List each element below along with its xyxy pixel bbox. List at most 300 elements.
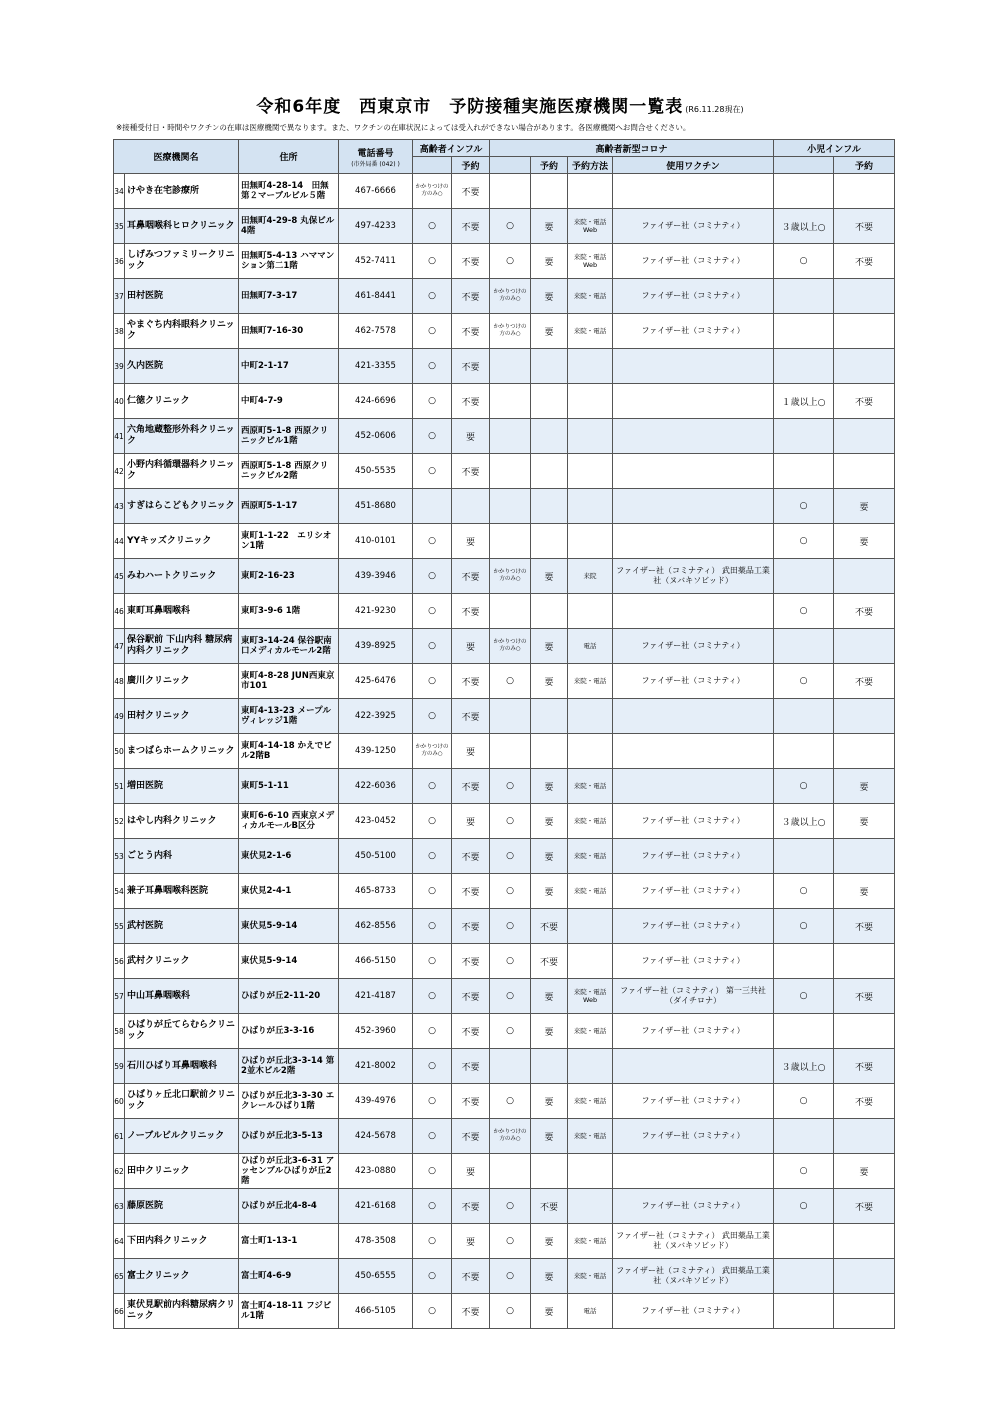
covid-availability: ○	[490, 874, 531, 909]
clinic-phone: 451-8680	[339, 489, 413, 524]
covid-reserve: 要	[531, 1224, 568, 1259]
row-number: 64	[114, 1224, 125, 1259]
clinic-name: みわハートクリニック	[125, 559, 239, 594]
covid-availability: ○	[490, 1259, 531, 1294]
covid-reserve-method	[568, 944, 613, 979]
child-flu-reserve: 不要	[834, 664, 895, 699]
table-row	[114, 769, 895, 804]
covid-reserve	[531, 699, 568, 734]
clinic-name: 石川ひばり耳鼻咽喉科	[125, 1049, 239, 1084]
clinic-address: ひばりが丘北3-3-30 エクレールひばり1階	[239, 1084, 339, 1119]
covid-reserve-method: 来院・電話	[568, 279, 613, 314]
flu-availability: ○	[413, 1224, 452, 1259]
covid-availability	[490, 419, 531, 454]
child-flu-reserve: 不要	[834, 979, 895, 1014]
row-number: 63	[114, 1189, 125, 1224]
flu-availability: ○	[413, 979, 452, 1014]
covid-availability	[490, 699, 531, 734]
covid-availability: かかりつけの方のみ○	[490, 559, 531, 594]
flu-reserve: 不要	[452, 874, 490, 909]
covid-reserve	[531, 1049, 568, 1084]
table-row	[114, 944, 895, 979]
covid-availability: ○	[490, 769, 531, 804]
clinic-phone: 461-8441	[339, 279, 413, 314]
row-number: 35	[114, 209, 125, 244]
covid-availability	[490, 1049, 531, 1084]
clinic-address: 東伏見5-9-14	[239, 909, 339, 944]
covid-reserve-method	[568, 1189, 613, 1224]
covid-reserve-method	[568, 1049, 613, 1084]
flu-availability: ○	[413, 1084, 452, 1119]
child-flu-availability: １歳以上○	[774, 384, 834, 419]
vaccine-type: ファイザー社（コミナティ）	[613, 909, 774, 944]
covid-availability: ○	[490, 944, 531, 979]
clinic-phone: 439-4976	[339, 1084, 413, 1119]
flu-availability: ○	[413, 1189, 452, 1224]
clinic-address: 東伏見2-1-6	[239, 839, 339, 874]
child-flu-availability: ○	[774, 769, 834, 804]
covid-reserve-method	[568, 454, 613, 489]
flu-availability: ○	[413, 909, 452, 944]
covid-reserve	[531, 384, 568, 419]
covid-availability: ○	[490, 209, 531, 244]
child-flu-reserve: 不要	[834, 1189, 895, 1224]
clinic-address: ひばりが丘2-11-20	[239, 979, 339, 1014]
clinic-name: 藤原医院	[125, 1189, 239, 1224]
table-row	[114, 454, 895, 489]
child-flu-reserve: 要	[834, 1154, 895, 1189]
flu-reserve: 不要	[452, 384, 490, 419]
covid-availability: ○	[490, 1014, 531, 1049]
row-number: 57	[114, 979, 125, 1014]
vaccine-type	[613, 384, 774, 419]
vaccine-type: ファイザー社（コミナティ）	[613, 279, 774, 314]
row-number: 41	[114, 419, 125, 454]
clinic-name: YYキッズクリニック	[125, 524, 239, 559]
clinic-phone: 462-8556	[339, 909, 413, 944]
covid-reserve: 要	[531, 279, 568, 314]
row-number: 44	[114, 524, 125, 559]
covid-availability: かかりつけの方のみ○	[490, 314, 531, 349]
vaccine-type	[613, 489, 774, 524]
clinic-address: 東伏見5-9-14	[239, 944, 339, 979]
clinic-name: けやき在宅診療所	[125, 174, 239, 209]
covid-reserve: 要	[531, 839, 568, 874]
row-number: 46	[114, 594, 125, 629]
row-number: 48	[114, 664, 125, 699]
table-row	[114, 839, 895, 874]
clinic-name: 兼子耳鼻咽喉科医院	[125, 874, 239, 909]
header-flu-elderly: 高齢者インフル	[413, 140, 490, 157]
clinic-name: 久内医院	[125, 349, 239, 384]
header-address: 住所	[239, 140, 339, 174]
table-row	[114, 349, 895, 384]
child-flu-availability	[774, 559, 834, 594]
clinic-phone: 439-3946	[339, 559, 413, 594]
covid-reserve: 要	[531, 769, 568, 804]
covid-reserve-method: 来院・電話	[568, 1084, 613, 1119]
child-flu-reserve	[834, 279, 895, 314]
row-number: 53	[114, 839, 125, 874]
flu-reserve: 要	[452, 734, 490, 769]
vaccine-type	[613, 769, 774, 804]
flu-reserve: 要	[452, 804, 490, 839]
flu-reserve: 不要	[452, 1084, 490, 1119]
child-flu-reserve	[834, 349, 895, 384]
vaccine-type	[613, 734, 774, 769]
covid-availability	[490, 174, 531, 209]
vaccine-type	[613, 594, 774, 629]
covid-reserve-method	[568, 174, 613, 209]
covid-availability: ○	[490, 909, 531, 944]
covid-reserve-method: 来院・電話	[568, 314, 613, 349]
covid-availability: ○	[490, 1294, 531, 1329]
child-flu-availability	[774, 349, 834, 384]
covid-reserve	[531, 349, 568, 384]
clinic-name: 東伏見駅前内科糖尿病クリニック	[125, 1294, 239, 1329]
flu-reserve	[452, 489, 490, 524]
covid-reserve-method: 電話	[568, 629, 613, 664]
header-flu-reserve: 予約	[452, 157, 490, 174]
covid-reserve	[531, 1154, 568, 1189]
row-number: 40	[114, 384, 125, 419]
row-number: 61	[114, 1119, 125, 1154]
child-flu-reserve	[834, 1294, 895, 1329]
covid-reserve: 不要	[531, 1189, 568, 1224]
clinic-phone: 450-5535	[339, 454, 413, 489]
table-row	[114, 1084, 895, 1119]
clinic-phone: 424-5678	[339, 1119, 413, 1154]
clinic-phone: 465-8733	[339, 874, 413, 909]
child-flu-availability	[774, 1014, 834, 1049]
clinic-phone: 421-6168	[339, 1189, 413, 1224]
covid-availability: かかりつけの方のみ○	[490, 1119, 531, 1154]
child-flu-availability: ○	[774, 594, 834, 629]
clinic-name: 田中クリニック	[125, 1154, 239, 1189]
child-flu-availability	[774, 1294, 834, 1329]
child-flu-availability: ○	[774, 664, 834, 699]
child-flu-reserve: 要	[834, 874, 895, 909]
row-number: 42	[114, 454, 125, 489]
vaccine-type: ファイザー社（コミナティ） 武田薬品工業社（ヌバキソビッド）	[613, 1259, 774, 1294]
clinic-name: まつばらホームクリニック	[125, 734, 239, 769]
vaccine-type: ファイザー社（コミナティ）	[613, 629, 774, 664]
flu-reserve: 不要	[452, 909, 490, 944]
flu-availability: ○	[413, 279, 452, 314]
covid-reserve-method	[568, 384, 613, 419]
table-row	[114, 1259, 895, 1294]
clinic-name: 保谷駅前 下山内科 糖尿病内科クリニック	[125, 629, 239, 664]
row-number: 47	[114, 629, 125, 664]
table-row	[114, 1049, 895, 1084]
covid-reserve: 要	[531, 1119, 568, 1154]
child-flu-reserve	[834, 839, 895, 874]
flu-availability: ○	[413, 419, 452, 454]
table-row	[114, 1014, 895, 1049]
clinic-name: 武村クリニック	[125, 944, 239, 979]
vaccine-type: ファイザー社（コミナティ）	[613, 1084, 774, 1119]
covid-reserve-method: 来院・電話 Web	[568, 979, 613, 1014]
clinic-address: 東町4-8-28 JUN西東京市101	[239, 664, 339, 699]
row-number: 60	[114, 1084, 125, 1119]
flu-reserve: 要	[452, 1154, 490, 1189]
notice-text: ※接種受付日・時間やワクチンの在庫は医療機関で異なります。また、ワクチンの在庫状況によっては受入れができない場合があります。各医療機関へお問合せください。	[116, 123, 691, 132]
covid-reserve: 要	[531, 1084, 568, 1119]
table-row	[114, 384, 895, 419]
flu-reserve: 不要	[452, 594, 490, 629]
covid-reserve-method	[568, 734, 613, 769]
child-flu-availability	[774, 1224, 834, 1259]
flu-reserve: 不要	[452, 279, 490, 314]
table-row	[114, 979, 895, 1014]
table-row	[114, 1154, 895, 1189]
clinic-name: 増田医院	[125, 769, 239, 804]
clinic-phone: 423-0452	[339, 804, 413, 839]
clinic-phone: 466-5150	[339, 944, 413, 979]
child-flu-availability	[774, 454, 834, 489]
flu-reserve: 要	[452, 524, 490, 559]
vaccine-type: ファイザー社（コミナティ）	[613, 804, 774, 839]
flu-reserve: 不要	[452, 1119, 490, 1154]
flu-availability: ○	[413, 944, 452, 979]
vaccine-type: ファイザー社（コミナティ）	[613, 664, 774, 699]
clinic-address: 東町3-9-6 1階	[239, 594, 339, 629]
vaccine-type: ファイザー社（コミナティ）	[613, 314, 774, 349]
header-blank	[490, 157, 531, 174]
covid-availability: ○	[490, 244, 531, 279]
table-row	[114, 594, 895, 629]
clinic-phone: 421-4187	[339, 979, 413, 1014]
clinic-phone: 478-3508	[339, 1224, 413, 1259]
child-flu-availability	[774, 174, 834, 209]
covid-reserve-method: 来院・電話 Web	[568, 244, 613, 279]
vaccine-type: ファイザー社（コミナティ）	[613, 944, 774, 979]
header-blank	[413, 157, 452, 174]
clinic-address: 東町2-16-23	[239, 559, 339, 594]
vaccine-type: ファイザー社（コミナティ）	[613, 874, 774, 909]
covid-availability	[490, 524, 531, 559]
clinic-phone: 421-8002	[339, 1049, 413, 1084]
flu-availability: ○	[413, 454, 452, 489]
covid-availability	[490, 489, 531, 524]
covid-availability: ○	[490, 1189, 531, 1224]
child-flu-availability: ○	[774, 1154, 834, 1189]
covid-reserve-method	[568, 349, 613, 384]
clinic-address: ひばりが丘北3-6-31 アッセンブルひばりが丘2階	[239, 1154, 339, 1189]
clinic-phone: 452-7411	[339, 244, 413, 279]
vaccine-type	[613, 1154, 774, 1189]
covid-reserve: 要	[531, 559, 568, 594]
flu-reserve: 不要	[452, 1014, 490, 1049]
table-row	[114, 314, 895, 349]
row-number: 52	[114, 804, 125, 839]
flu-reserve: 不要	[452, 944, 490, 979]
covid-availability: ○	[490, 839, 531, 874]
clinic-name: 田村医院	[125, 279, 239, 314]
flu-availability: ○	[413, 1014, 452, 1049]
clinic-phone: 422-3925	[339, 699, 413, 734]
flu-reserve: 不要	[452, 1294, 490, 1329]
covid-reserve	[531, 419, 568, 454]
vaccine-type	[613, 1049, 774, 1084]
flu-availability: ○	[413, 769, 452, 804]
row-number: 38	[114, 314, 125, 349]
vaccine-type	[613, 349, 774, 384]
vaccine-type: ファイザー社（コミナティ） 武田薬品工業社（ヌバキソビッド）	[613, 1224, 774, 1259]
clinic-address: 東町1-1-22 エリシオン1階	[239, 524, 339, 559]
covid-reserve	[531, 524, 568, 559]
child-flu-reserve: 要	[834, 524, 895, 559]
clinic-phone: 450-5100	[339, 839, 413, 874]
table-row	[114, 419, 895, 454]
covid-reserve: 要	[531, 1014, 568, 1049]
covid-reserve	[531, 594, 568, 629]
clinic-name: ノーブルビルクリニック	[125, 1119, 239, 1154]
covid-reserve-method	[568, 909, 613, 944]
child-flu-reserve: 要	[834, 769, 895, 804]
clinic-phone: 450-6555	[339, 1259, 413, 1294]
child-flu-reserve: 要	[834, 489, 895, 524]
row-number: 37	[114, 279, 125, 314]
flu-availability: ○	[413, 594, 452, 629]
clinic-phone: 462-7578	[339, 314, 413, 349]
covid-reserve	[531, 454, 568, 489]
covid-reserve-method: 来院	[568, 559, 613, 594]
clinic-phone: 467-6666	[339, 174, 413, 209]
clinic-address: ひばりが丘北3-5-13	[239, 1119, 339, 1154]
clinic-address: 田無町4-28-14 田無第２マーブルビル５階	[239, 174, 339, 209]
clinic-phone: 439-1250	[339, 734, 413, 769]
covid-availability	[490, 594, 531, 629]
child-flu-reserve	[834, 734, 895, 769]
flu-reserve: 要	[452, 629, 490, 664]
row-number: 36	[114, 244, 125, 279]
table-row	[114, 559, 895, 594]
clinic-name: やまぐち内科眼科クリニック	[125, 314, 239, 349]
child-flu-availability: ○	[774, 524, 834, 559]
clinic-table	[113, 139, 895, 1329]
covid-reserve: 不要	[531, 944, 568, 979]
child-flu-availability: ○	[774, 1189, 834, 1224]
flu-availability: ○	[413, 1049, 452, 1084]
child-flu-reserve	[834, 314, 895, 349]
table-row	[114, 244, 895, 279]
flu-availability: ○	[413, 349, 452, 384]
flu-reserve: 不要	[452, 699, 490, 734]
table-row	[114, 279, 895, 314]
child-flu-reserve: 不要	[834, 1084, 895, 1119]
table-row	[114, 909, 895, 944]
clinic-phone: 452-3960	[339, 1014, 413, 1049]
covid-reserve: 要	[531, 209, 568, 244]
table-row	[114, 1189, 895, 1224]
covid-availability: かかりつけの方のみ○	[490, 629, 531, 664]
flu-availability: ○	[413, 839, 452, 874]
flu-reserve: 要	[452, 419, 490, 454]
child-flu-availability: ○	[774, 909, 834, 944]
clinic-name: すぎはらこどもクリニック	[125, 489, 239, 524]
clinic-phone: 452-0606	[339, 419, 413, 454]
child-flu-reserve	[834, 944, 895, 979]
flu-reserve: 不要	[452, 454, 490, 489]
child-flu-reserve	[834, 629, 895, 664]
vaccine-type: ファイザー社（コミナティ） 第一三共社（ダイチロナ）	[613, 979, 774, 1014]
flu-availability: ○	[413, 524, 452, 559]
clinic-phone: 439-8925	[339, 629, 413, 664]
child-flu-reserve: 不要	[834, 244, 895, 279]
flu-reserve: 不要	[452, 839, 490, 874]
child-flu-reserve: 要	[834, 804, 895, 839]
covid-reserve-method	[568, 524, 613, 559]
covid-availability: ○	[490, 664, 531, 699]
covid-reserve-method: 来院・電話	[568, 839, 613, 874]
covid-reserve	[531, 734, 568, 769]
covid-reserve-method	[568, 489, 613, 524]
child-flu-availability	[774, 1119, 834, 1154]
row-number: 66	[114, 1294, 125, 1329]
table-row	[114, 209, 895, 244]
child-flu-reserve	[834, 1259, 895, 1294]
row-number: 59	[114, 1049, 125, 1084]
header-child-reserve: 予約	[834, 157, 895, 174]
covid-reserve: 要	[531, 244, 568, 279]
child-flu-reserve	[834, 454, 895, 489]
clinic-name: 東町耳鼻咽喉科	[125, 594, 239, 629]
header-reserve-method: 予約方法	[568, 157, 613, 174]
flu-reserve: 不要	[452, 664, 490, 699]
clinic-address: 東町6-6-10 西東京メディカルモールB区分	[239, 804, 339, 839]
clinic-address: ひばりが丘北3-3-14 第2並木ビル2階	[239, 1049, 339, 1084]
child-flu-reserve	[834, 559, 895, 594]
child-flu-availability: ○	[774, 489, 834, 524]
row-number: 54	[114, 874, 125, 909]
clinic-name: ひばりが丘てらむらクリニック	[125, 1014, 239, 1049]
covid-reserve-method: 来院・電話	[568, 664, 613, 699]
flu-availability: ○	[413, 1259, 452, 1294]
flu-availability: ○	[413, 1119, 452, 1154]
clinic-name: しげみつファミリークリニック	[125, 244, 239, 279]
child-flu-availability: ３歳以上○	[774, 209, 834, 244]
covid-reserve-method	[568, 594, 613, 629]
vaccine-type: ファイザー社（コミナティ）	[613, 1014, 774, 1049]
covid-reserve-method: 来院・電話	[568, 874, 613, 909]
child-flu-reserve	[834, 419, 895, 454]
clinic-name: 耳鼻咽喉科ヒロクリニック	[125, 209, 239, 244]
child-flu-reserve	[834, 1119, 895, 1154]
clinic-address: 富士町4-18-11 フジビル1階	[239, 1294, 339, 1329]
child-flu-availability	[774, 839, 834, 874]
flu-availability: ○	[413, 559, 452, 594]
covid-reserve: 要	[531, 1259, 568, 1294]
header-covid-reserve: 予約	[531, 157, 568, 174]
covid-availability	[490, 1154, 531, 1189]
vaccine-type: ファイザー社（コミナティ）	[613, 1189, 774, 1224]
covid-reserve-method: 電話	[568, 1294, 613, 1329]
covid-reserve: 要	[531, 314, 568, 349]
covid-reserve: 不要	[531, 909, 568, 944]
flu-availability: ○	[413, 629, 452, 664]
covid-reserve-method: 来院・電話	[568, 1014, 613, 1049]
flu-reserve: 不要	[452, 244, 490, 279]
flu-reserve: 不要	[452, 1049, 490, 1084]
clinic-phone: 424-6696	[339, 384, 413, 419]
clinic-name: ごとう内科	[125, 839, 239, 874]
table-row	[114, 1224, 895, 1259]
child-flu-availability: ３歳以上○	[774, 1049, 834, 1084]
child-flu-availability	[774, 279, 834, 314]
row-number: 62	[114, 1154, 125, 1189]
table-row	[114, 804, 895, 839]
